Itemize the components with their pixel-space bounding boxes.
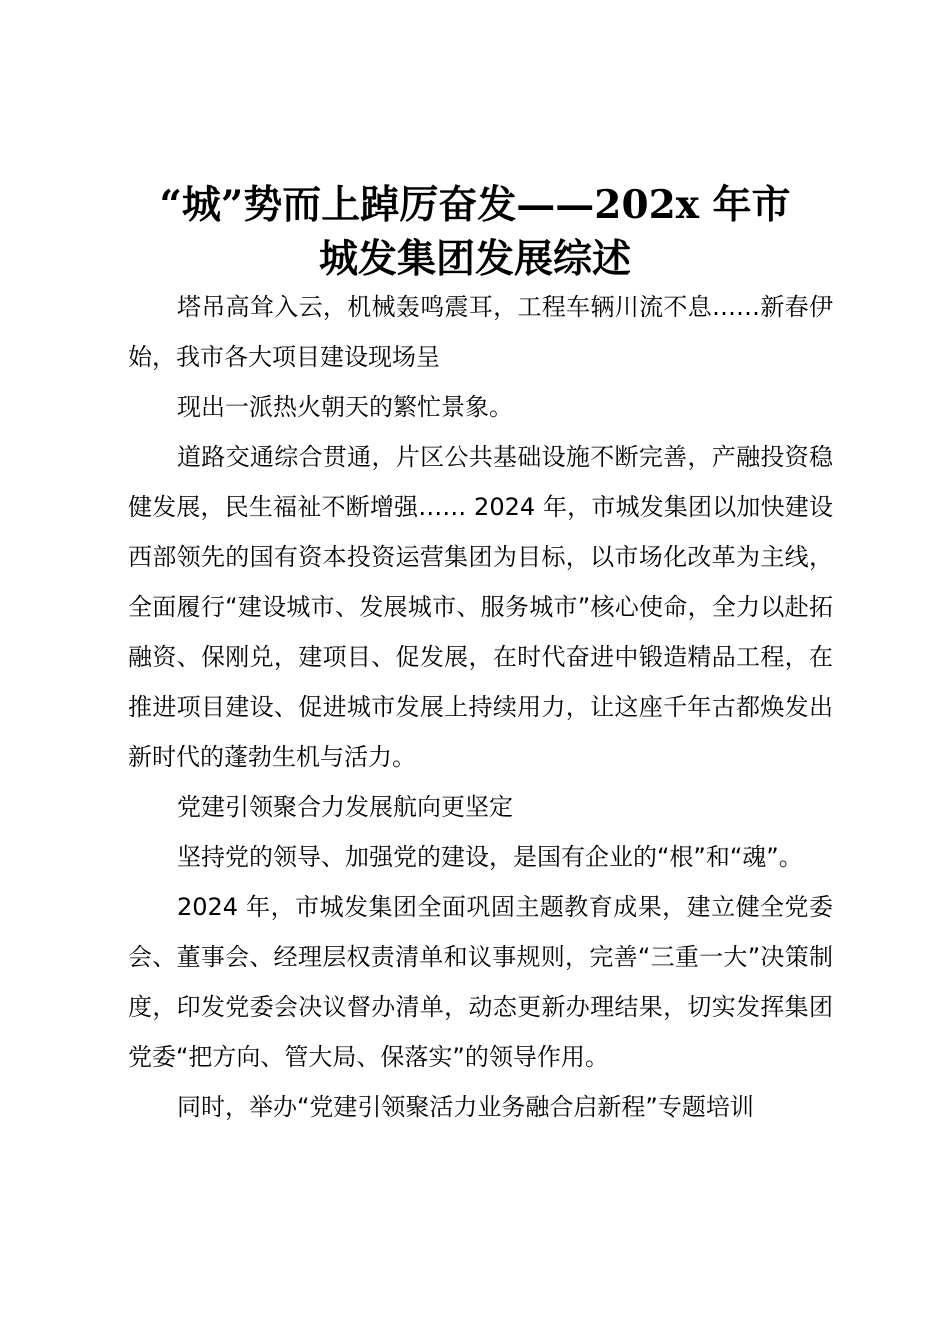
title-line-1: “城”势而上踔厉奋发——202x 年市 <box>159 182 791 228</box>
paragraph-intro-continued: 现出一派热火朝天的繁忙景象。 <box>177 393 513 421</box>
paragraph-intro: 塔吊高耸入云，机械轰鸣震耳，工程车辆川流不息……新春伊始，我市各大项目建设现场呈 <box>128 293 833 371</box>
paragraph-governance: 2024 年，市城发集团全面巩固主题教育成果，建立健全党委会、董事会、经理层权责清单和议事规则，完善“三重一大”决策制度，印发党委会决议督办清单，动态更新办理结果，切实发挥集团党委“把方向、管大局、保落实”的领导作用。 <box>128 893 833 1071</box>
document-body <box>128 282 833 1132</box>
paragraph-training: 同时，举办“党建引领聚活力业务融合启新程”专题培训 <box>177 1093 754 1121</box>
section-heading-party-building: 党建引领聚合力发展航向更坚定 <box>177 793 513 821</box>
paragraph-party-leadership: 坚持党的领导、加强党的建设，是国有企业的“根”和“魂”。 <box>177 843 803 871</box>
paragraph-overview: 道路交通综合贯通，片区公共基础设施不断完善，产融投资稳健发展，民生福祉不断增强…… 2024 年，市城发集团以加快建设西部领先的国有资本投资运营集团为目标，以市场化改革为主线，全面履行“建设城市、发展城市、服务城市”核心使命，全力以赴拓融资、保刚兑，建项目、促发展，在时代奋进中锻造精品工程，在推进项目建设、促进城市发展上持续用力，让这座千年古都焕发出新时代的蓬勃生机与活力。 <box>128 443 833 771</box>
document-title <box>100 178 850 286</box>
title-line-2: 城发集团发展综述 <box>318 236 631 282</box>
